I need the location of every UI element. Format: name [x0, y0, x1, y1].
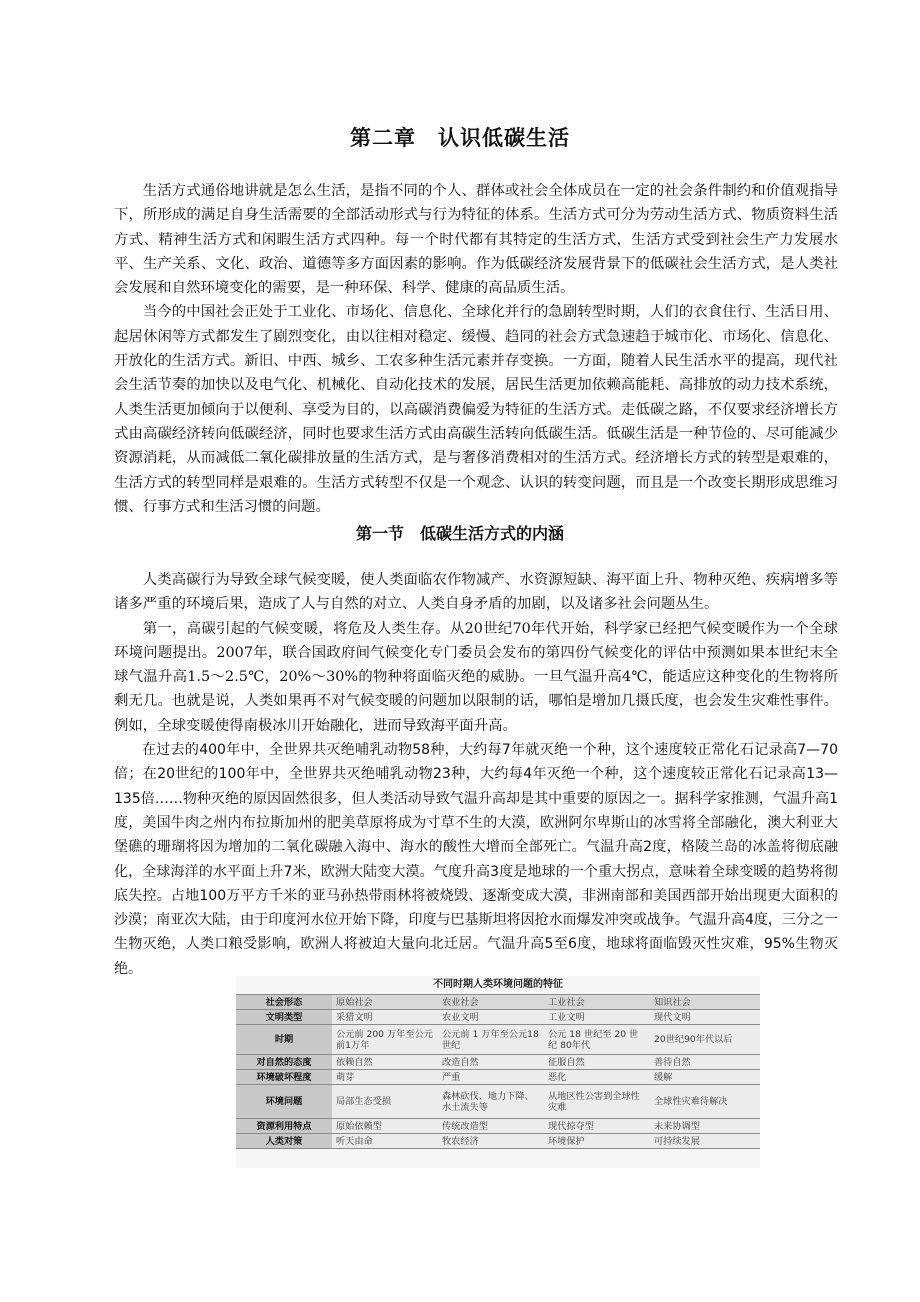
table-header-cell: 社会形态	[236, 995, 332, 1010]
table-header-cell: 工业社会	[544, 995, 650, 1010]
table-row-header: 时期	[236, 1025, 332, 1055]
table-cell: 征服自然	[544, 1055, 650, 1070]
table-header-cell: 农业社会	[438, 995, 544, 1010]
table-row	[236, 1085, 760, 1119]
table-cell: 农业文明	[438, 1010, 544, 1025]
table-header-row	[236, 995, 760, 1010]
table-row-header: 人类对策	[236, 1134, 332, 1149]
table-row	[236, 1025, 760, 1055]
paragraph: 人类高碳行为导致全球气候变暖，使人类面临农作物减产、水资源短缺、海平面上升、物种灭绝、疾病增多等诸多严重的环境后果，造成了人与自然的对立、人类自身矛盾的加剧，以及诸多社会问题丛生。	[114, 572, 838, 613]
table-cell: 恶化	[544, 1070, 650, 1085]
environment-table-figure	[236, 976, 760, 1168]
table-row	[236, 1055, 760, 1070]
table-cell: 局部生态受损	[332, 1085, 438, 1119]
table-row	[236, 1134, 760, 1149]
environment-table	[236, 994, 760, 1149]
table-cell: 采猎文明	[332, 1010, 438, 1025]
table-cell: 听天由命	[332, 1134, 438, 1149]
table-cell: 改造自然	[438, 1055, 544, 1070]
table-cell: 原始依赖型	[332, 1119, 438, 1134]
table-row-header: 资源利用特点	[236, 1119, 332, 1134]
section-title: 第一节 低碳生活方式的内涵	[355, 524, 564, 543]
table-cell: 严重	[438, 1070, 544, 1085]
paragraph: 生活方式通俗地讲就是怎么生活，是指不同的个人、群体或社会全体成员在一定的社会条件制约和价值观指导下，所形成的满足自身生活需要的全部活动形式与行为特征的体系。生活方式可分为劳动生活方式、物质资料生活方式、精神生活方式和闲暇生活方式四种。每一个时代都有其特定的生活方式，生活方式受到社会生产力发展水平、生产关系、文化、政治、道德等多方面因素的影响。作为低碳经济发展背景下的低碳社会生活方式，是人类社会发展和自然环境变化的需要，是一种环保、科学、健康的高品质生活。	[114, 183, 838, 297]
paragraph: 第一，高碳引起的气候变暖，将危及人类生存。从20世纪70年代开始，科学家已经把气候变暖作为一个全球环境问题提出。2007年，联合国政府间气候变化专门委员会发布的第四份气候变化的评估中预测如果本世纪末全球气温升高1.5～2.5℃，20%～30%的物种将面临灭绝的威胁。一旦气温升高4℃，能适应这种变化的生物将所剩无几。也就是说，人类如果再不对气候变暖的问题加以限制的话，哪怕是增加几摄氏度，也会发生灾难性事件。例如，全球变暖使得南极冰川开始融化，进而导致海平面升高。	[114, 620, 838, 734]
table-cell: 全球性灾难待解决	[650, 1085, 760, 1119]
table-cell: 环境保护	[544, 1134, 650, 1149]
table-cell: 工业文明	[544, 1010, 650, 1025]
table-header-cell: 知识社会	[650, 995, 760, 1010]
table-row-header: 对自然的态度	[236, 1055, 332, 1070]
section-text	[114, 568, 838, 981]
table-header-cell: 原始社会	[332, 995, 438, 1010]
table-row	[236, 1119, 760, 1134]
table-cell: 现代文明	[650, 1010, 760, 1025]
table-row-header: 环境破坏程度	[236, 1070, 332, 1085]
table-cell: 缓解	[650, 1070, 760, 1085]
table-cell: 现代掠夺型	[544, 1119, 650, 1134]
paragraph: 在过去的400年中，全世界共灭绝哺乳动物58种，大约每7年就灭绝一个种，这个速度较正常化石记录高7—70倍；在20世纪的100年中，全世界共灭绝哺乳动物23种，大约每4年灭绝一个种，这个速度较正常化石记录高13—135倍……物种灭绝的原因固然很多，但人类活动导致气温升高却是其中重要的原因之一。据科学家推测，气温升高1度，美国牛肉之州内布拉斯加州的肥美草原将成为寸草不生的大漠，欧洲阿尔卑斯山的冰雪将全部融化，澳大利亚大堡礁的珊瑚将因为增加的二氧化碳融入海中、海水的酸性大增而全部死亡。气温升高2度，格陵兰岛的冰盖将彻底融化，全球海洋的水平面上升7米，欧洲大陆变大漠。气度升高3度是地球的一个重大拐点，意味着全球变暖的趋势将彻底失控。占地100万平方千米的亚马孙热带雨林将被烧毁、逐渐变成大漠，非洲南部和美国西部开始出现更大面积的沙漠；南亚次大陆，由于印度河水位开始下降，印度与巴基斯坦将因抢水而爆发冲突或战争。气温升高4度，三分之一生物灭绝，人类口粮受影响，欧洲人将被迫大量向北迁居。气温升高5至6度，地球将面临毁灭性灾难，95%生物灭绝。	[114, 742, 838, 977]
table-cell: 可持续发展	[650, 1134, 760, 1149]
table-cell: 公元前 1 万年至公元18世纪	[438, 1025, 544, 1055]
table-row	[236, 1070, 760, 1085]
table-cell: 公元前 200 万年至公元前1万年	[332, 1025, 438, 1055]
table-cell: 依赖自然	[332, 1055, 438, 1070]
table-cell: 从地区性公害到全球性灾难	[544, 1085, 650, 1119]
table-cell: 萌芽	[332, 1070, 438, 1085]
table-caption: 不同时期人类环境问题的特征	[433, 979, 563, 990]
table-cell: 牧农经济	[438, 1134, 544, 1149]
intro-text	[114, 179, 838, 519]
table-cell: 20世纪90年代以后	[650, 1025, 760, 1055]
table-cell: 森林砍伐、地力下降、水土流失等	[438, 1085, 544, 1119]
paragraph: 当今的中国社会正处于工业化、市场化、信息化、全球化并行的急剧转型时期，人们的衣食住行、生活日用、起居休闲等方式都发生了剧烈变化，由以往相对稳定、缓慢、趋同的社会方式急速趋于城市化、市场化、信息化、开放化的生活方式。新旧、中西、城乡、工农多种生活元素并存变换。一方面，随着人民生活水平的提高，现代社会生活节奏的加快以及电气化、机械化、自动化技术的发展，居民生活更加依赖高能耗、高排放的动力技术系统，人类生活更加倾向于以便利、享受为目的，以高碳消费偏爱为特征的生活方式。走低碳之路，不仅要求经济增长方式由高碳经济转向低碳经济，同时也要求生活方式由高碳生活转向低碳生活。低碳生活是一种节俭的、尽可能减少资源消耗，从而减低二氧化碳排放量的生活方式，是与奢侈消费相对的生活方式。经济增长方式的转型是艰难的，生活方式的转型同样是艰难的。生活方式转型不仅是一个观念、认识的转变问题，而且是一个改变长期形成思维习惯、行事方式和生活习惯的问题。	[114, 304, 838, 515]
table-cell: 公元 18 世纪至 20 世纪 80年代	[544, 1025, 650, 1055]
table-row-header: 文明类型	[236, 1010, 332, 1025]
table-cell: 未来协调型	[650, 1119, 760, 1134]
table-row-header: 环境问题	[236, 1085, 332, 1119]
chapter-title: 第二章 认识低碳生活	[350, 126, 570, 150]
table-cell: 善待自然	[650, 1055, 760, 1070]
table-row	[236, 1010, 760, 1025]
table-cell: 传统改造型	[438, 1119, 544, 1134]
